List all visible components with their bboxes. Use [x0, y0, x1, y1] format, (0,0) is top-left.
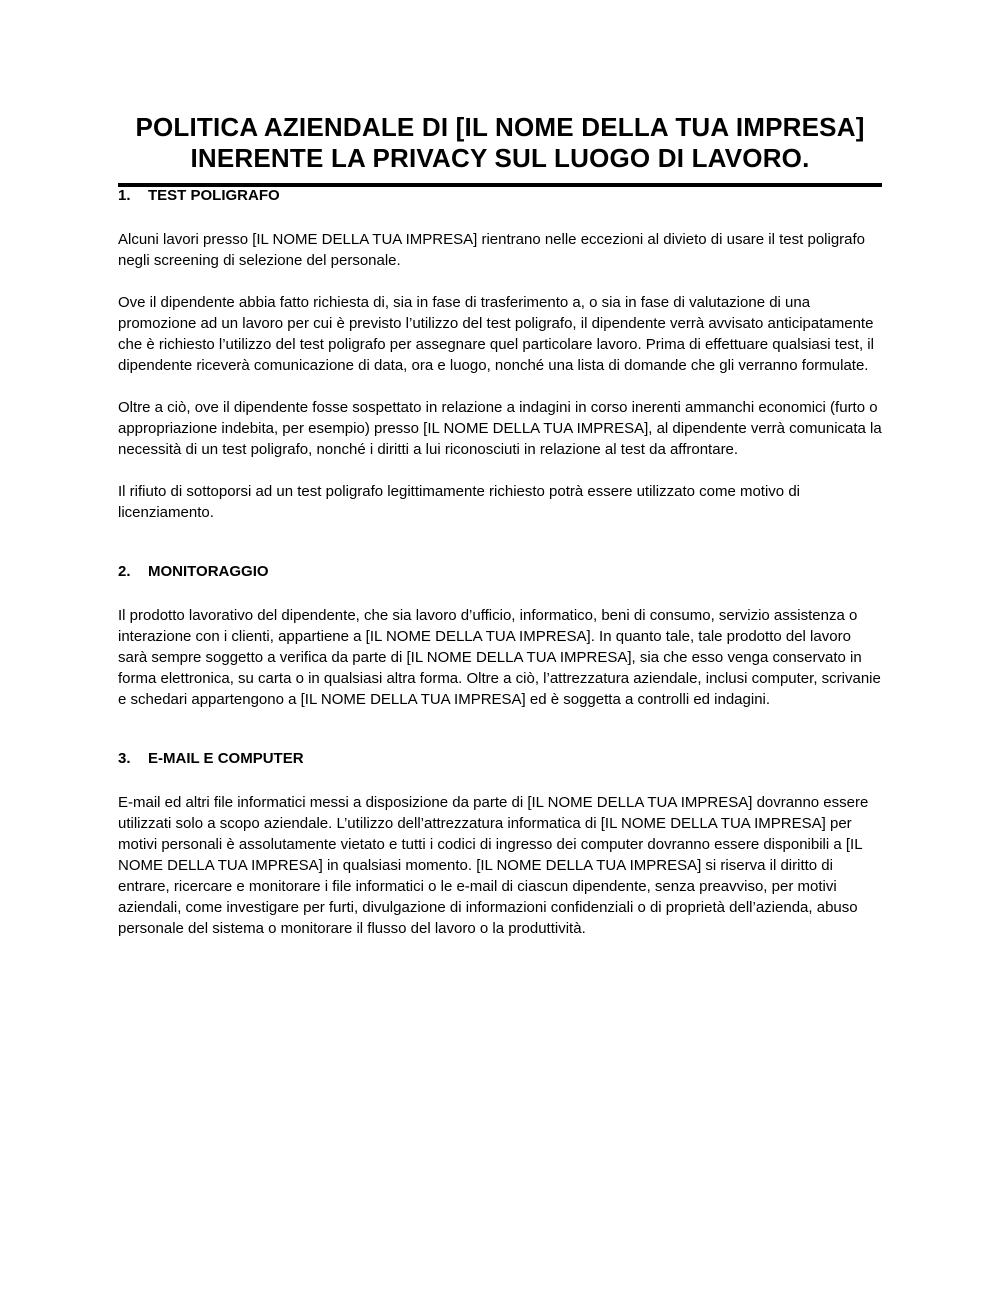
section-heading-label: TEST POLIGRAFO	[148, 187, 280, 204]
section-email-e-computer	[118, 750, 882, 939]
section-number: 3.	[118, 750, 131, 767]
section-monitoraggio	[118, 563, 882, 710]
section-heading	[118, 750, 882, 767]
section-heading	[118, 187, 882, 204]
section-heading-label: MONITORAGGIO	[148, 563, 269, 580]
title-line-2: INERENTE LA PRIVACY SUL LUOGO DI LAVORO.	[190, 143, 810, 173]
paragraph: Alcuni lavori presso [IL NOME DELLA TUA IMPRESA] rientrano nelle eccezioni al divieto di usare il test poligrafo negli screening di selezione del personale.	[118, 231, 866, 269]
section-heading-label: E-MAIL E COMPUTER	[148, 750, 304, 767]
paragraph: Il rifiuto di sottoporsi ad un test poligrafo legittimamente richiesto potrà essere utilizzato come motivo di licenziamento.	[118, 483, 800, 521]
paragraph: E-mail ed altri file informatici messi a disposizione da parte di [IL NOME DELLA TUA IMPRESA] dovranno essere utilizzati solo a scopo aziendale. L’utilizzo dell’attrezzatura informatica di [IL NOME DELLA TUA IMPRESA] per motivi personali è assolutamente vietato e tutti i codici di ingresso dei computer dovranno essere disponibili a [IL NOME DELLA TUA IMPRESA] in qualsiasi momento. [IL NOME DELLA TUA IMPRESA] si riserva il diritto di entrare, ricercare e monitorare i file informatici o le e-mail di ciascun dipendente, senza preavviso, per motivi aziendali, come investigare per furti, divulgazione di informazioni confidenziali o di proprietà dell’azienda, abuso personale del sistema o monitorare il flusso del lavoro o la produttività.	[118, 794, 869, 937]
document-title	[118, 112, 882, 174]
paragraph: Oltre a ciò, ove il dipendente fosse sospettato in relazione a indagini in corso inerenti ammanchi economici (furto o appropriazione indebita, per esempio) presso [IL NOME DELLA TUA IMPRESA], al dipendente verrà comunicata la necessità di un test poligrafo, nonché i diritti a lui riconosciuti in relazione al test da affrontare.	[118, 399, 882, 458]
section-test-poligrafo	[118, 187, 882, 523]
section-number: 2.	[118, 563, 131, 580]
paragraph: Ove il dipendente abbia fatto richiesta di, sia in fase di trasferimento a, o sia in fase di valutazione di una promozione ad un lavoro per cui è previsto l’utilizzo del test poligrafo, il dipendente verrà avvisato anticipatamente che è richiesto l’utilizzo del test poligrafo per assegnare quel particolare lavoro. Prima di effettuare qualsiasi test, il dipendente riceverà comunicazione di data, ora e luogo, nonché una lista di domande che gli verranno formulate.	[118, 294, 874, 374]
section-heading	[118, 563, 882, 580]
section-number: 1.	[118, 187, 131, 204]
title-line-1: POLITICA AZIENDALE DI [IL NOME DELLA TUA IMPRESA]	[135, 112, 865, 142]
paragraph: Il prodotto lavorativo del dipendente, che sia lavoro d’ufficio, informatico, beni di consumo, servizio assistenza o interazione con i clienti, appartiene a [IL NOME DELLA TUA IMPRESA]. In quanto tale, tale prodotto del lavoro sarà sempre soggetto a verifica da parte di [IL NOME DELLA TUA IMPRESA], sia che esso venga conservato in forma elettronica, su carta o in qualsiasi altra forma. Oltre a ciò, l’attrezzatura aziendale, inclusi computer, scrivanie e schedari appartengono a [IL NOME DELLA TUA IMPRESA] ed è soggetta a controlli ed indagini.	[118, 607, 881, 708]
